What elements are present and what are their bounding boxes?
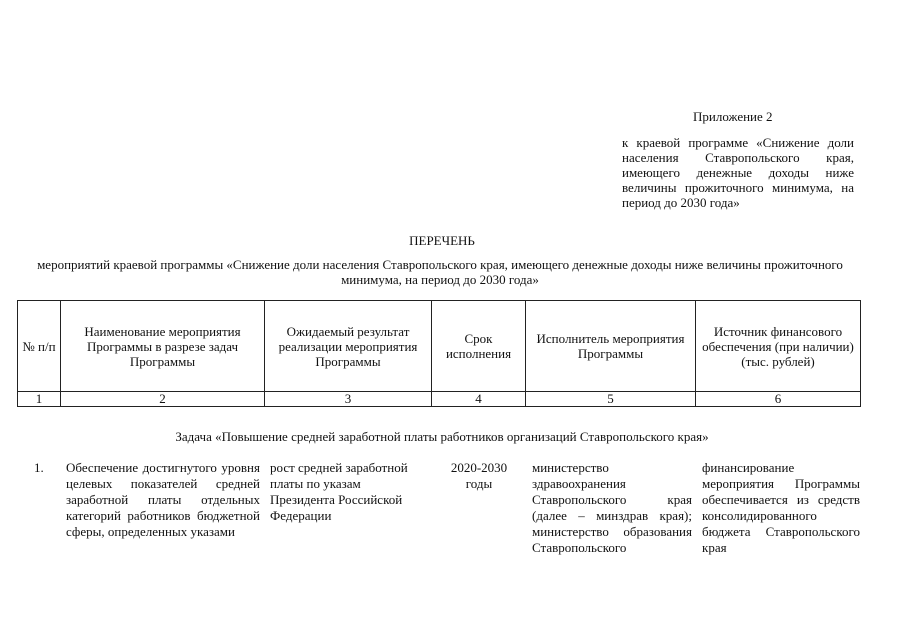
appendix-subtitle: к краевой программе «Снижение доли населения Ставропольского края, имеющего денежные доходы ниже величины прожиточного минимума, на период до 2030 года» [622,135,854,210]
row-term: 2020-2030 годы [450,460,508,491]
appendix-title: Приложение 2 [693,109,773,124]
column-number: 1 [18,392,61,407]
header-cell-executor: Исполнитель мероприятия Программы [526,301,696,392]
header-cell-result: Ожидаемый результат реализации мероприятия Программы [265,301,432,392]
measures-table [17,300,861,407]
task-heading: Задача «Повышение средней заработной платы работников организаций Ставропольского края» [175,429,709,444]
row-expected-result: рост средней заработной платы по указам Президента Российской Федерации [270,460,408,523]
document-subheading: мероприятий краевой программы «Снижение доли населения Ставропольского края, имеющего денежные доходы ниже величины прожиточного минимума, на период до 2030 года» [37,257,843,287]
header-cell-term: Срок исполнения [432,301,526,392]
header-cell-number: № п/п [18,301,61,392]
column-number: 5 [526,392,696,407]
row-funding-source: финансирование мероприятия Программы обеспечивается из средств консолидированного бюджета Ставропольского края [702,460,860,555]
row-number: 1. [34,460,44,475]
column-number: 4 [432,392,526,407]
header-cell-source: Источник финансового обеспечения (при наличии) (тыс. рублей) [696,301,861,392]
table-header-row [18,301,861,392]
row-executor: министерство здравоохранения Ставропольского края (далее – минздрав края); министерство образования Ставропольского [532,460,692,555]
column-number: 3 [265,392,432,407]
row-measure-name: Обеспечение достигнутого уровня целевых показателей средней заработной платы отдельных категорий работников бюджетной сферы, определенных указами [66,460,260,539]
header-cell-name: Наименование мероприятия Программы в разрезе задач Программы [61,301,265,392]
column-number-row [18,392,861,407]
column-number: 2 [61,392,265,407]
document-heading: ПЕРЕЧЕНЬ [409,233,475,248]
column-number: 6 [696,392,861,407]
